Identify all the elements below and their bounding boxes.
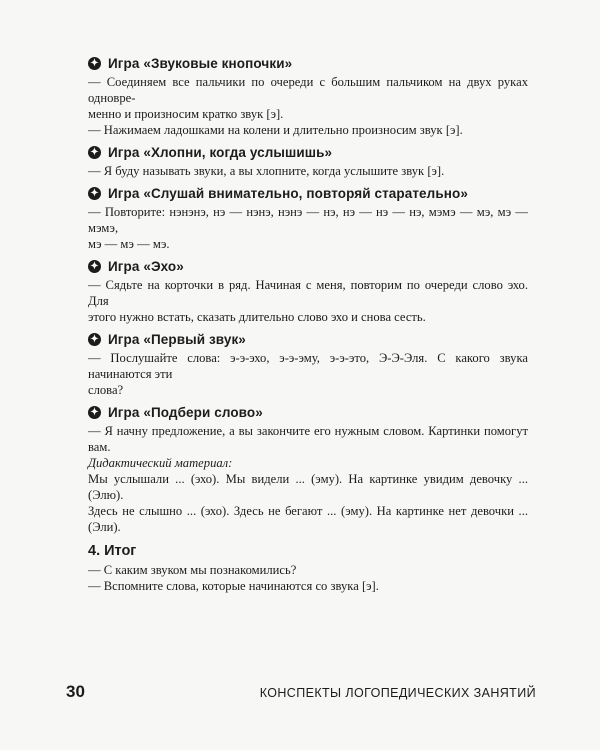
game-title: Игра «Первый звук» (108, 332, 246, 347)
game-line: этого нужно встать, сказать длительно слово эхо и снова сесть. (88, 310, 426, 324)
game-heading (88, 332, 528, 347)
section-title: 4. Итог (88, 543, 137, 559)
game-title: Игра «Эхо» (108, 259, 184, 274)
game-line: — Послушайте слова: э-э-эхо, э-э-эму, э-э-это, Э-Э-Эля. С какого звука начинаются эти (88, 351, 528, 381)
game-line: — Соединяем все пальчики по очереди с большим пальчиком на двух руках одновре- (88, 75, 528, 105)
star-bullet-icon: ✦ (88, 187, 101, 200)
game-line: — Нажимаем ладошками на колени и длительно произносим звук [э]. (88, 123, 463, 137)
game-heading (88, 56, 528, 71)
game-heading (88, 405, 528, 420)
star-bullet-icon: ✦ (88, 57, 101, 70)
game-title: Игра «Слушай внимательно, повторяй старательно» (108, 186, 468, 201)
game-title: Игра «Звуковые кнопочки» (108, 56, 293, 71)
game-heading (88, 145, 528, 160)
game-line: — Я буду называть звуки, а вы хлопните, когда услышите звук [э]. (88, 164, 445, 178)
game-heading (88, 186, 528, 201)
material-line: Мы услышали ... (эхо). Мы видели ... (эму). На картинке увидим девочку ... (Элю). (88, 472, 528, 502)
game-block (88, 332, 528, 398)
star-bullet-icon: ✦ (88, 146, 101, 159)
star-bullet-icon: ✦ (88, 260, 101, 273)
star-bullet-icon: ✦ (88, 406, 101, 419)
running-title: КОНСПЕКТЫ ЛОГОПЕДИЧЕСКИХ ЗАНЯТИЙ (259, 686, 536, 700)
page-content (88, 56, 528, 594)
summary-line: — С каким звуком мы познакомились? (88, 563, 297, 577)
game-block (88, 186, 528, 252)
material-line: Здесь не слышно ... (эхо). Здесь не бегают ... (эму). На картинке нет девочки ... (Эли). (88, 504, 528, 534)
game-title: Игра «Подбери слово» (108, 405, 263, 420)
game-line: слова? (88, 383, 124, 397)
game-title: Игра «Хлопни, когда услышишь» (108, 145, 333, 160)
game-heading (88, 259, 528, 274)
game-block (88, 56, 528, 138)
game-line: — Сядьте на корточки в ряд. Начиная с меня, повторим по очереди слово эхо. Для (88, 278, 528, 308)
game-line: мэ — мэ — мэ. (88, 237, 170, 251)
page-number: 30 (66, 682, 85, 701)
game-block (88, 405, 528, 535)
star-bullet-icon: ✦ (88, 333, 101, 346)
game-line: — Повторите: нэнэнэ, нэ — нэнэ, нэнэ — нэ, нэ — нэ — нэ, мэмэ — мэ, мэ — мэмэ, (88, 205, 528, 235)
game-line: — Я начну предложение, а вы закончите его нужным словом. Картинки помогут вам. (88, 424, 528, 454)
game-block (88, 259, 528, 325)
summary-line: — Вспомните слова, которые начинаются со звука [э]. (88, 579, 379, 593)
material-label: Дидактический материал: (88, 456, 233, 470)
page-footer (66, 682, 536, 702)
game-block (88, 145, 528, 179)
game-line: менно и произносим кратко звук [э]. (88, 107, 284, 121)
